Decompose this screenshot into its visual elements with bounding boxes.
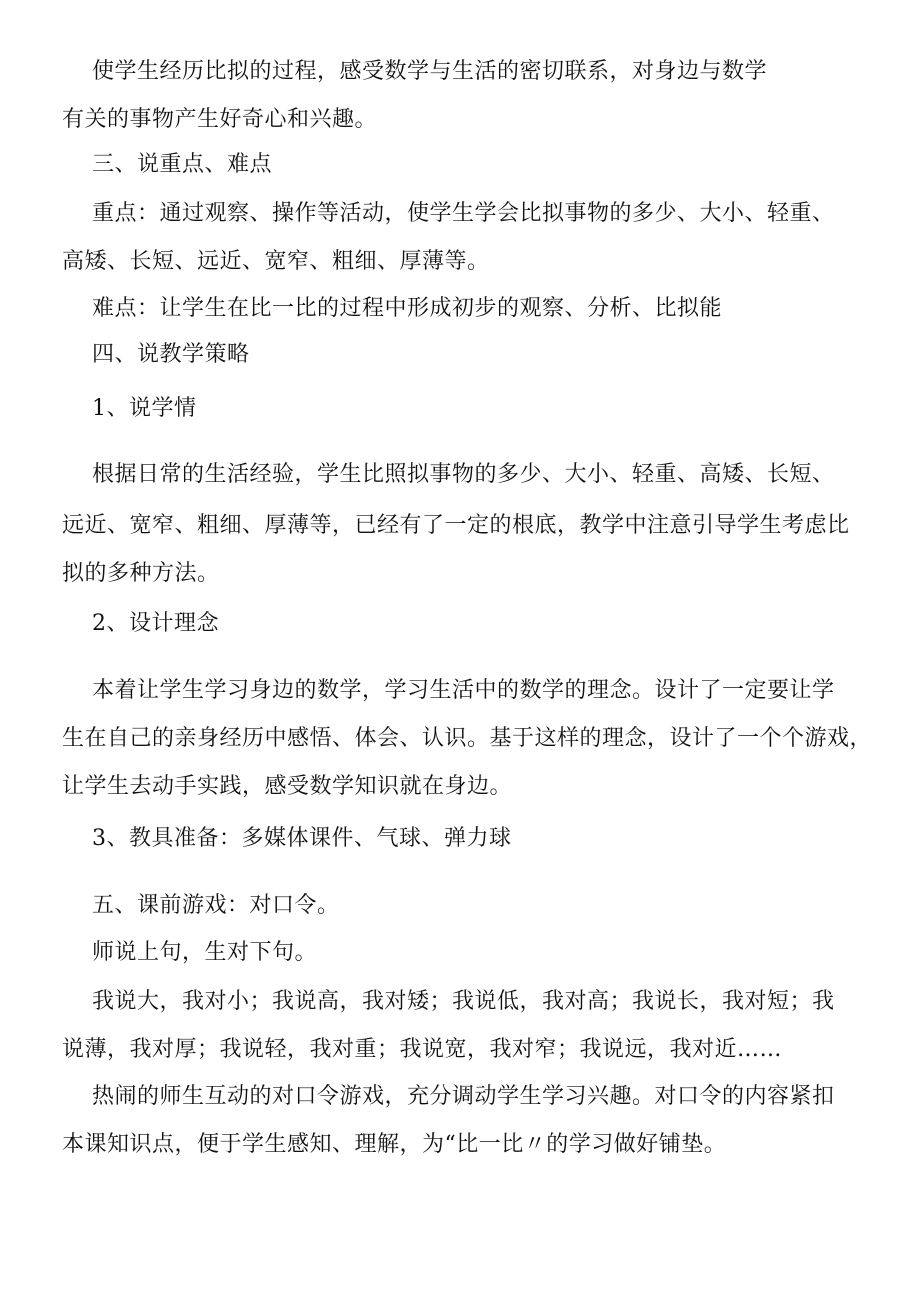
paragraph-line: 师说上句，生对下句。 xyxy=(92,940,318,965)
paragraph-line: 本着让学生学习身边的数学，学习生活中的数学的理念。设计了一定要让学 xyxy=(92,678,835,703)
paragraph-line: 高矮、长短、远近、宽窄、粗细、厚薄等。 xyxy=(62,249,490,274)
paragraph-line: 使学生经历比拟的过程，感受数学与生活的密切联系，对身边与数学 xyxy=(92,59,768,84)
paragraph-line: 生在自己的亲身经历中感悟、体会、认识。基于这样的理念，设计了一个个游戏， xyxy=(62,726,873,751)
paragraph-line: 说薄，我对厚；我说轻，我对重；我说宽，我对窄；我说远，我对近…… xyxy=(62,1037,783,1062)
paragraph-line: 难点：让学生在比一比的过程中形成初步的观察、分析、比拟能 xyxy=(92,296,723,321)
paragraph-line: 有关的事物产生好奇心和兴趣。 xyxy=(62,107,378,132)
paragraph-line: 拟的多种方法。 xyxy=(62,561,220,586)
paragraph-line: 根据日常的生活经验，学生比照拟事物的多少、大小、轻重、高矮、长短、 xyxy=(92,462,835,487)
paragraph-line: 本课知识点，便于学生感知、理解，为“比一比〃的学习做好铺垫。 xyxy=(62,1132,727,1157)
subsection-heading: 3、教具准备：多媒体课件、气球、弹力球 xyxy=(92,826,512,851)
section-heading: 四、说教学策略 xyxy=(92,342,250,367)
paragraph-line: 远近、宽窄、粗细、厚薄等，已经有了一定的根底，教学中注意引导学生考虑比 xyxy=(62,513,850,538)
subsection-heading: 1、说学情 xyxy=(92,396,197,421)
paragraph-line: 让学生去动手实践，感受数学知识就在身边。 xyxy=(62,774,513,799)
paragraph-line: 热闹的师生互动的对口令游戏，充分调动学生学习兴趣。对口令的内容紧扣 xyxy=(92,1084,835,1109)
section-heading: 五、课前游戏：对口令。 xyxy=(92,893,340,918)
section-heading: 三、说重点、难点 xyxy=(92,152,273,177)
subsection-heading: 2、设计理念 xyxy=(92,611,219,636)
paragraph-line: 重点：通过观察、操作等活动，使学生学会比拟事物的多少、大小、轻重、 xyxy=(92,201,835,226)
paragraph-line: 我说大，我对小；我说高，我对矮；我说低，我对高；我说长，我对短；我 xyxy=(92,989,835,1014)
